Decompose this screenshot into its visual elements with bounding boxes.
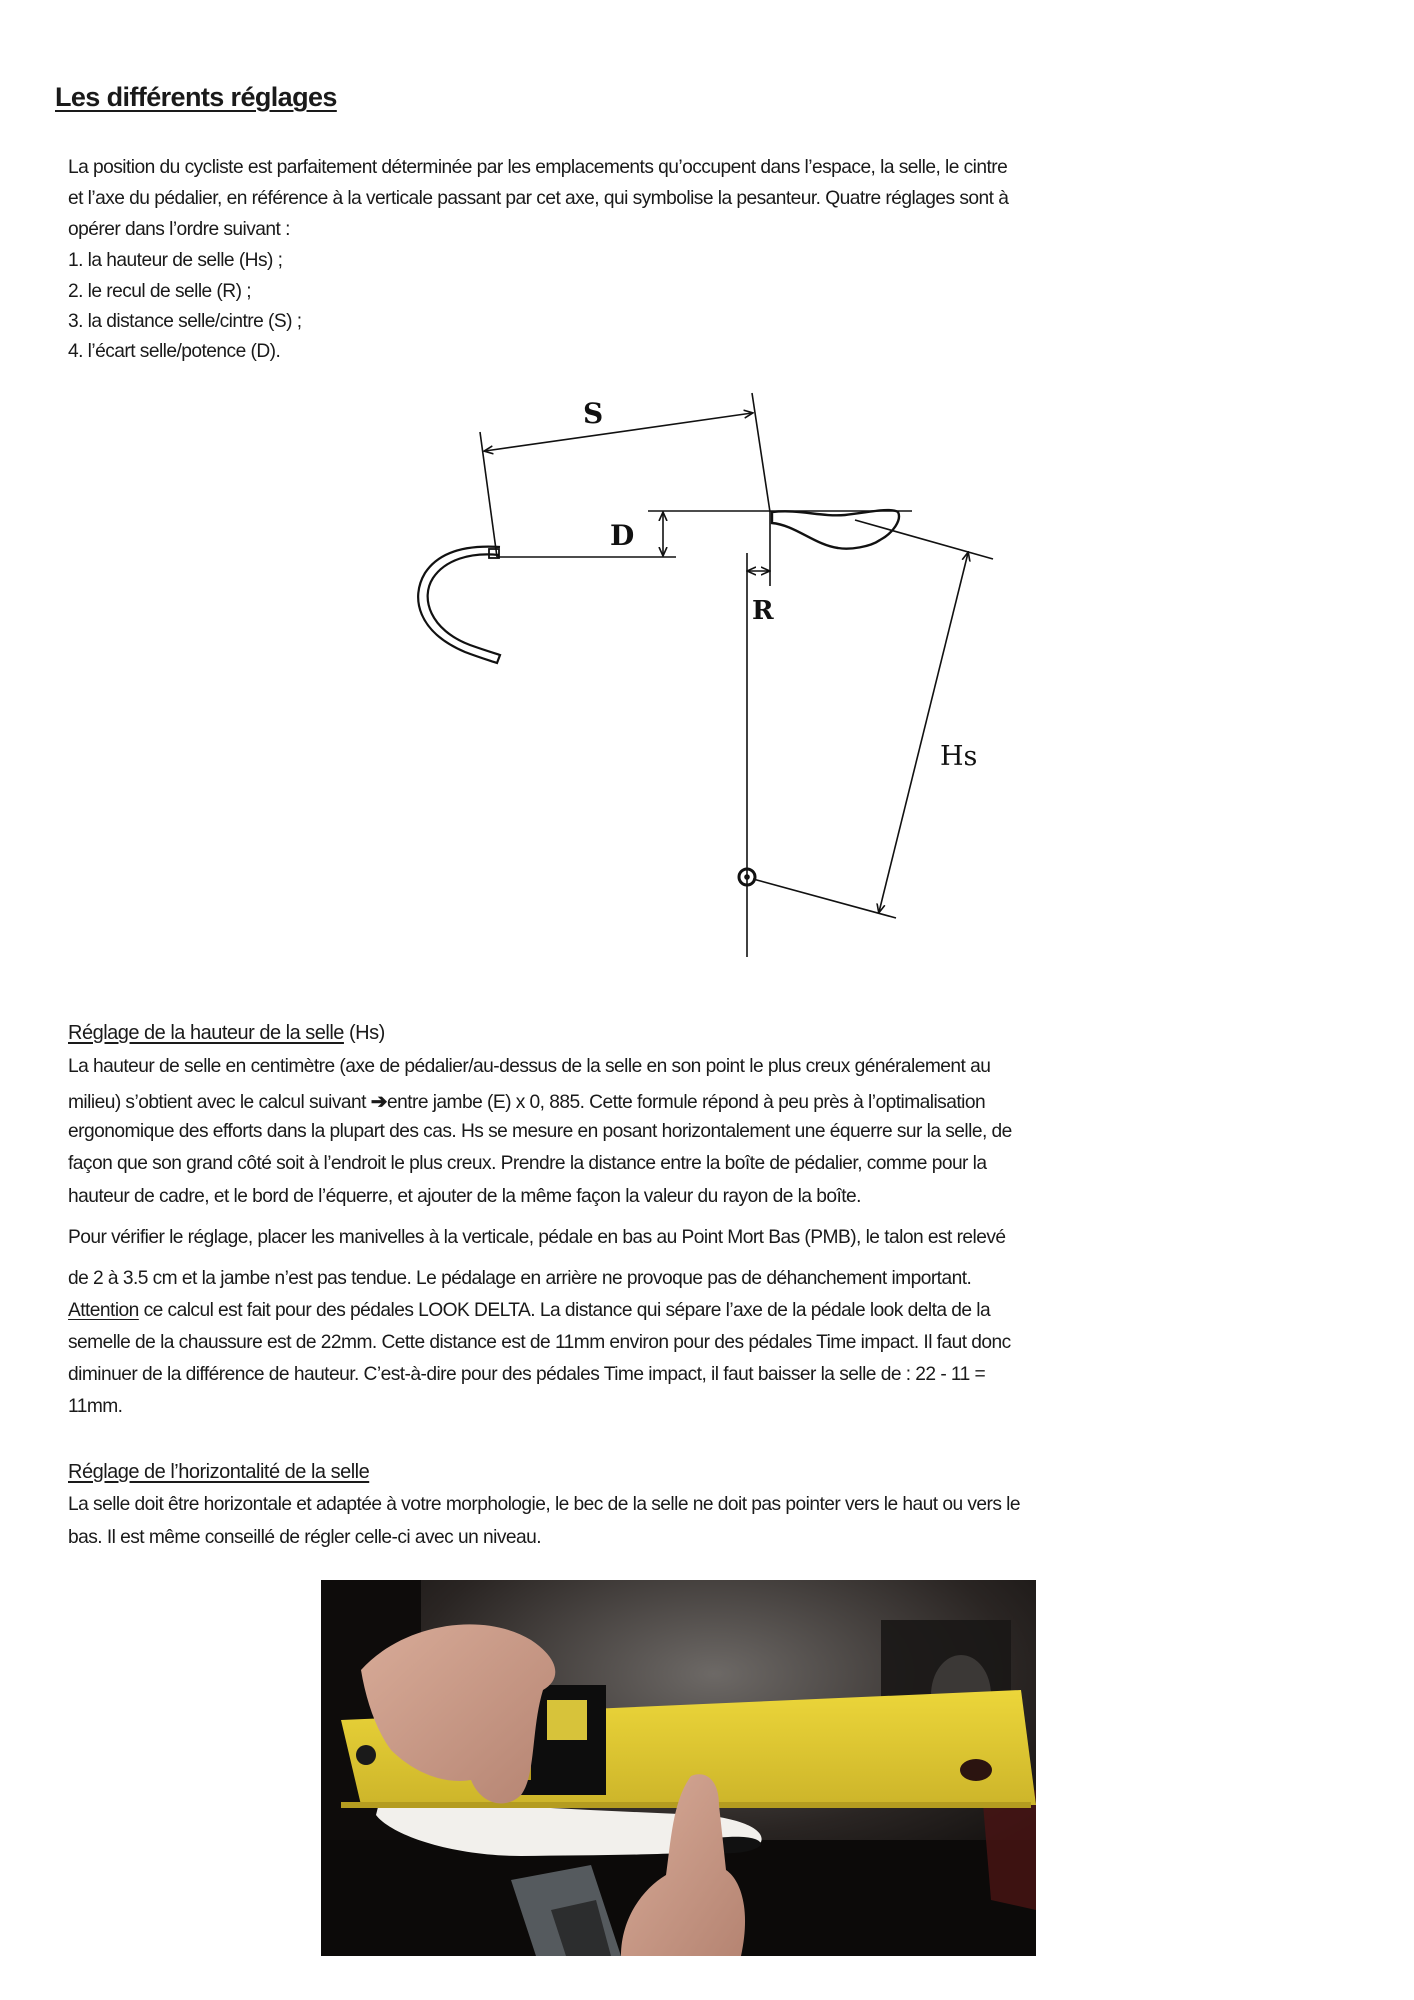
intro-line-1: La position du cycliste est parfaitement déterminée par les emplacements qu’occupent dans l’espace, la selle, le cintre (68, 157, 1008, 178)
height-line-6: Pour vérifier le réglage, placer les manivelles à la verticale, pédale en bas au Point Mort Bas (PMB), le talon est relevé (68, 1227, 1006, 1248)
saddle-level-photo (321, 1580, 1036, 1956)
horizontal-line-1: La selle doit être horizontale et adaptée à votre morphologie, le bec de la selle ne doit pas pointer vers le haut ou vers le (68, 1494, 1021, 1515)
horizontal-line-2: bas. Il est même conseillé de régler celle-ci avec un niveau. (68, 1527, 542, 1548)
height-line-8b: ce calcul est fait pour des pédales LOOK DELTA. La distance qui sépare l’axe de la pédale look delta de la (138, 1300, 991, 1321)
section-horizontal-heading: Réglage de l’horizontalité de la selle (68, 1461, 370, 1483)
height-line-4: façon que son grand côté soit à l’endroit le plus creux. Prendre la distance entre la boîte de pédalier, comme pour la (68, 1153, 987, 1174)
label-hs: Hs (940, 741, 978, 772)
handlebar-drop (418, 547, 500, 663)
right-arrow-icon: ➔ (370, 1091, 387, 1113)
hs-top-line (855, 520, 993, 559)
height-line-2 (68, 1089, 985, 1114)
hs-bottom-line (753, 879, 896, 918)
height-line-9: semelle de la chaussure est de 22mm. Cette distance est de 11mm environ pour des pédales Time impact. Il faut donc (68, 1332, 1011, 1353)
section-height-heading-text: Réglage de la hauteur de la selle (68, 1022, 344, 1044)
saddle-shape (772, 510, 899, 549)
pedal-axle-outer (739, 869, 755, 885)
height-line-5: hauteur de cadre, et le bord de l’équerre, et ajouter de la même façon la valeur du rayon de la boîte. (68, 1186, 861, 1207)
height-line-2a: milieu) s’obtient avec le calcul suivant (68, 1092, 371, 1113)
intro-line-3: opérer dans l’ordre suivant : (68, 219, 290, 240)
photo-illustration (321, 1580, 1036, 1956)
s-witness-right (752, 393, 770, 512)
height-line-3: ergonomique des efforts dans la plupart des cas. Hs se mesure en posant horizontalement une équerre sur la selle, de (68, 1121, 1012, 1142)
list-item-r: 2. le recul de selle (R) ; (68, 281, 251, 302)
section-height-heading (68, 1022, 385, 1045)
height-line-1: La hauteur de selle en centimètre (axe de pédalier/au-dessus de la selle en son point le plus creux généralement au (68, 1056, 991, 1077)
label-s: S (583, 397, 604, 430)
attention-label: Attention (68, 1300, 139, 1321)
s-witness-left (480, 432, 497, 557)
label-d: D (610, 519, 635, 552)
height-line-10: diminuer de la différence de hauteur. C’est-à-dire pour des pédales Time impact, il faut baisser la selle de : 22 - 11 = (68, 1364, 986, 1385)
handlebar-clamp (489, 549, 499, 558)
hs-dimension-arrow (879, 553, 968, 912)
list-item-d: 4. l’écart selle/potence (D). (68, 341, 281, 362)
section-height-heading-suffix: (Hs) (343, 1022, 385, 1044)
pedal-axle-center (745, 875, 749, 879)
height-line-8 (68, 1300, 990, 1322)
height-line-2b: entre jambe (E) x 0, 885. Cette formule répond à peu près à l’optimalisation (386, 1092, 986, 1113)
height-line-11: 11mm. (68, 1396, 123, 1417)
height-line-7: de 2 à 3.5 cm et la jambe n’est pas tendue. Le pédalage en arrière ne provoque pas de déhanchement important. (68, 1268, 972, 1289)
s-dimension-arrow (485, 413, 752, 451)
page-title: Les différents réglages (55, 82, 337, 112)
list-item-s: 3. la distance selle/cintre (S) ; (68, 311, 302, 332)
intro-line-2: et l’axe du pédalier, en référence à la verticale passant par cet axe, qui symbolise la pesanteur. Quatre réglages sont à (68, 188, 1009, 209)
label-r: R (752, 596, 774, 626)
list-item-hs: 1. la hauteur de selle (Hs) ; (68, 250, 283, 271)
